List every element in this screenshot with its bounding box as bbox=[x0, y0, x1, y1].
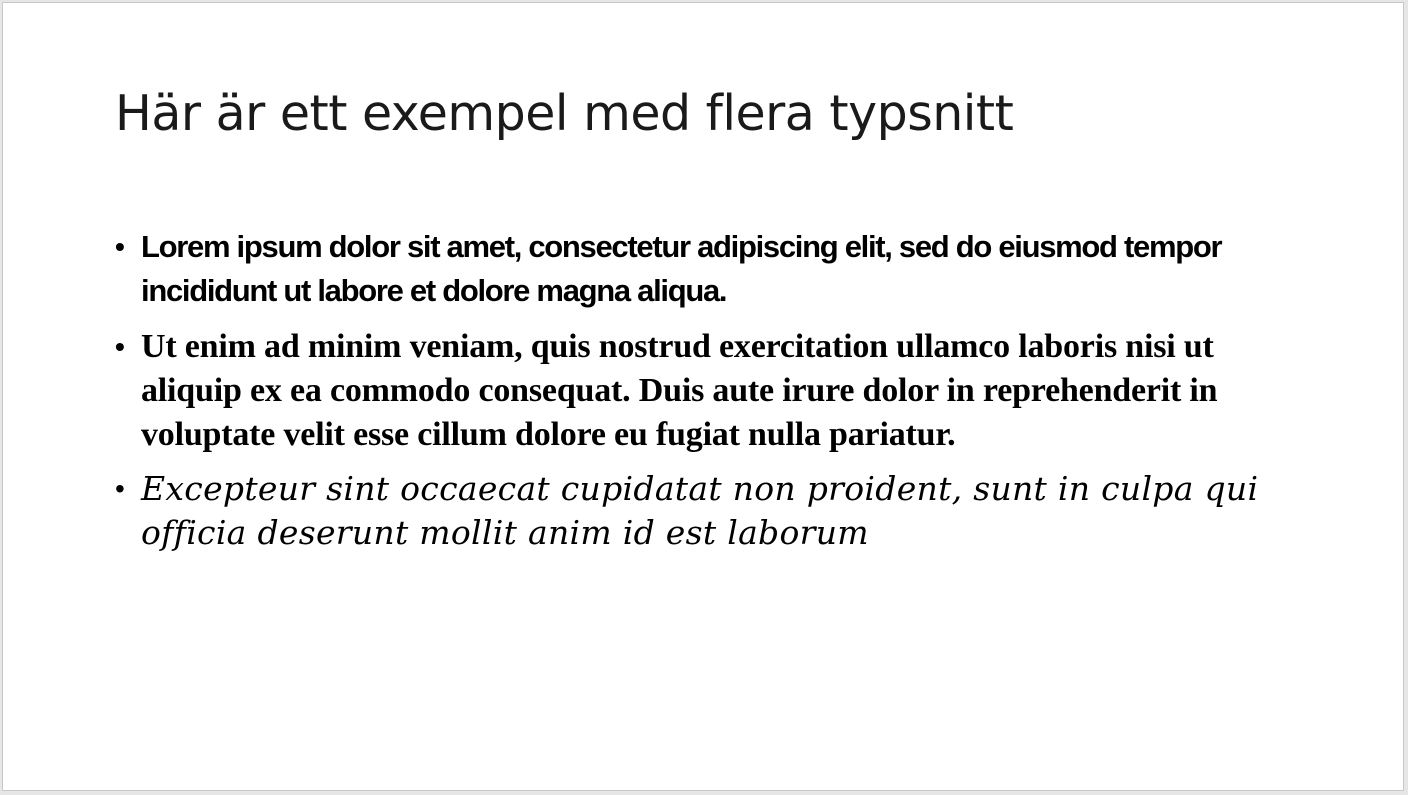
bullet-text-serif-bold[interactable]: Ut enim ad minim veniam, quis nostrud exercitation ullamco laboris nisi ut aliquip ex ea commodo consequat. Duis aute irure dolor in reprehenderit in voluptate velit esse cillum dolore eu fugiat nulla pariatur. bbox=[141, 328, 1218, 453]
bullet-icon: • bbox=[115, 231, 124, 262]
bullet-list[interactable] bbox=[115, 225, 1295, 555]
bullet-icon: • bbox=[115, 473, 126, 504]
bullet-item[interactable] bbox=[115, 325, 1295, 457]
bullet-text-script[interactable]: Excepteur sint occaecat cupidatat non proident, sunt in culpa qui officia deserunt mollit anim id est laborum bbox=[141, 469, 1259, 552]
bullet-text-sans-bold[interactable]: Lorem ipsum dolor sit amet, consectetur adipiscing elit, sed do eiusmod tempor incididunt ut labore et dolore magna aliqua. bbox=[141, 229, 1222, 308]
slide[interactable] bbox=[2, 2, 1404, 791]
slide-title[interactable]: Här är ett exempel med flera typsnitt bbox=[115, 85, 1014, 142]
bullet-icon: • bbox=[115, 331, 125, 362]
bullet-item[interactable] bbox=[115, 225, 1295, 313]
bullet-item[interactable] bbox=[115, 467, 1295, 555]
